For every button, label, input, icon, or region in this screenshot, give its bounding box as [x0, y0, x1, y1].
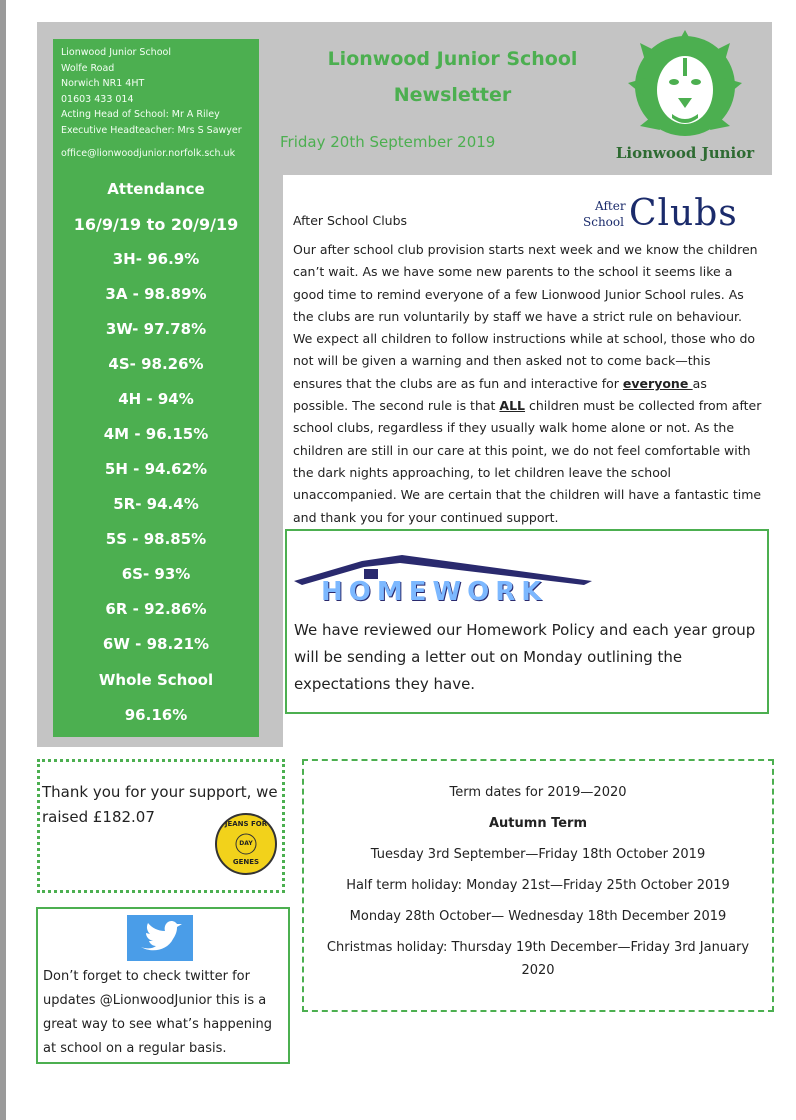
- term-date-line: Tuesday 3rd September—Friday 18th October 2019: [370, 847, 706, 862]
- twitter-logo[interactable]: [127, 915, 193, 961]
- term-dates-heading: Term dates for 2019—2020: [449, 785, 627, 800]
- homework-box: [285, 529, 769, 714]
- fundraising-text: Thank you for your support, we raised £182.07: [42, 783, 278, 826]
- attendance-row: 6R - 92.86%: [105, 600, 207, 618]
- article-heading: After School Clubs: [293, 213, 408, 228]
- address-line: Lionwood Junior School: [61, 47, 171, 58]
- term-date-line: 2020: [521, 963, 555, 978]
- lion-icon: [600, 28, 770, 144]
- twitter-bird-icon: [127, 915, 193, 961]
- attendance-row: 4H - 94%: [118, 390, 194, 408]
- term-date-line: Monday 28th October— Wednesday 18th December 2019: [349, 909, 727, 924]
- page-edge: [0, 0, 6, 1120]
- attendance-row: 5S - 98.85%: [105, 530, 207, 548]
- school-email[interactable]: office@lionwoodjunior.norfolk.sch.uk: [61, 148, 236, 159]
- badge-text-mid: DAY: [239, 840, 253, 847]
- attendance-row: 4M - 96.15%: [103, 425, 209, 443]
- school-address: [61, 45, 261, 162]
- jeans-for-genes-badge: [214, 812, 278, 876]
- phone-number: 01603 433 014: [61, 93, 134, 105]
- attendance-row: 3A - 98.89%: [105, 285, 207, 303]
- attendance-row: 5R- 94.4%: [113, 495, 199, 513]
- twitter-text: Don’t forget to check twitter for updates @LionwoodJunior this is a great way to see what’s happening at school on a regular basis.: [43, 969, 273, 1056]
- homework-logo-text: HOMEWORK: [321, 577, 548, 607]
- clubs-logo-small-top: After: [595, 199, 626, 213]
- attendance-row: 3W- 97.78%: [105, 320, 207, 338]
- attendance-row: 6W - 98.21%: [102, 635, 210, 653]
- article-body: [293, 239, 763, 529]
- address-line: Executive Headteacher: Mrs S Sawyer: [61, 124, 242, 136]
- newsletter-title: Lionwood Junior School: [327, 48, 578, 70]
- attendance-row: 6S- 93%: [121, 565, 191, 583]
- clubs-logo: [581, 193, 741, 241]
- badge-text-top: JEANS FOR: [224, 820, 268, 828]
- article-emphasis-everyone: everyone: [622, 375, 693, 391]
- attendance-column: [53, 39, 259, 737]
- clubs-logo-small-bottom: School: [583, 215, 624, 229]
- article-text: children must be collected from after school clubs, regardless if they usually walk home alone or not. As the children are still in our care at this point, we do not feel comfortable with the dark nights approaching, to let children leave the school unaccompanied. We are certain that the children will have a fantastic time and thank you for your continued support.: [293, 398, 762, 525]
- article-text: as possible. The second rule is that: [293, 375, 707, 414]
- after-school-clubs-article: [283, 175, 773, 525]
- address-line: Acting Head of School: Mr A Riley: [61, 109, 220, 120]
- attendance-heading: Attendance: [107, 180, 205, 198]
- newsletter-date: Friday 20th September 2019: [280, 133, 496, 151]
- address-line: Wolfe Road: [61, 62, 115, 74]
- logo-text: Lionwood Junior: [615, 144, 755, 162]
- clubs-logo-big: Clubs: [629, 193, 738, 234]
- fundraising-box: [37, 759, 285, 893]
- article-text: Our after school club provision starts next week and we know the children can’t wait. As we have some new parents to the school it seems like a good time to remind everyone of a few Lionwood Junior School rules. As the clubs are run voluntarily by staff we have a strict rule on behaviour. We expect all children to follow instructions while at school, those who do not will be given a warning and then asked not to come back—this ensures that the clubs are as fun and interactive for: [293, 242, 758, 391]
- homework-text: We have reviewed our Homework Policy and each year group will be sending a letter out on Monday outlining the expectations they have.: [294, 621, 756, 693]
- article-emphasis-all: ALL: [499, 398, 526, 414]
- twitter-box: [36, 907, 290, 1064]
- autumn-term-heading: Autumn Term: [488, 816, 588, 831]
- attendance-row: 5H - 94.62%: [104, 460, 208, 478]
- term-dates-box: [302, 759, 774, 1012]
- attendance-range: 16/9/19 to 20/9/19: [73, 215, 239, 234]
- school-logo: [600, 28, 770, 166]
- whole-school-label: Whole School: [98, 671, 214, 689]
- attendance-row: 3H- 96.9%: [112, 250, 200, 268]
- badge-text-bottom: GENES: [232, 858, 260, 866]
- newsletter-subtitle: Newsletter: [393, 84, 512, 106]
- term-date-line: Christmas holiday: Thursday 19th December—Friday 3rd January: [326, 940, 750, 955]
- term-date-line: Half term holiday: Monday 21st—Friday 25th October 2019: [346, 878, 730, 893]
- attendance-row: 4S- 98.26%: [108, 355, 204, 373]
- whole-school-value: 96.16%: [124, 706, 188, 724]
- address-line: Norwich NR1 4HT: [61, 78, 145, 89]
